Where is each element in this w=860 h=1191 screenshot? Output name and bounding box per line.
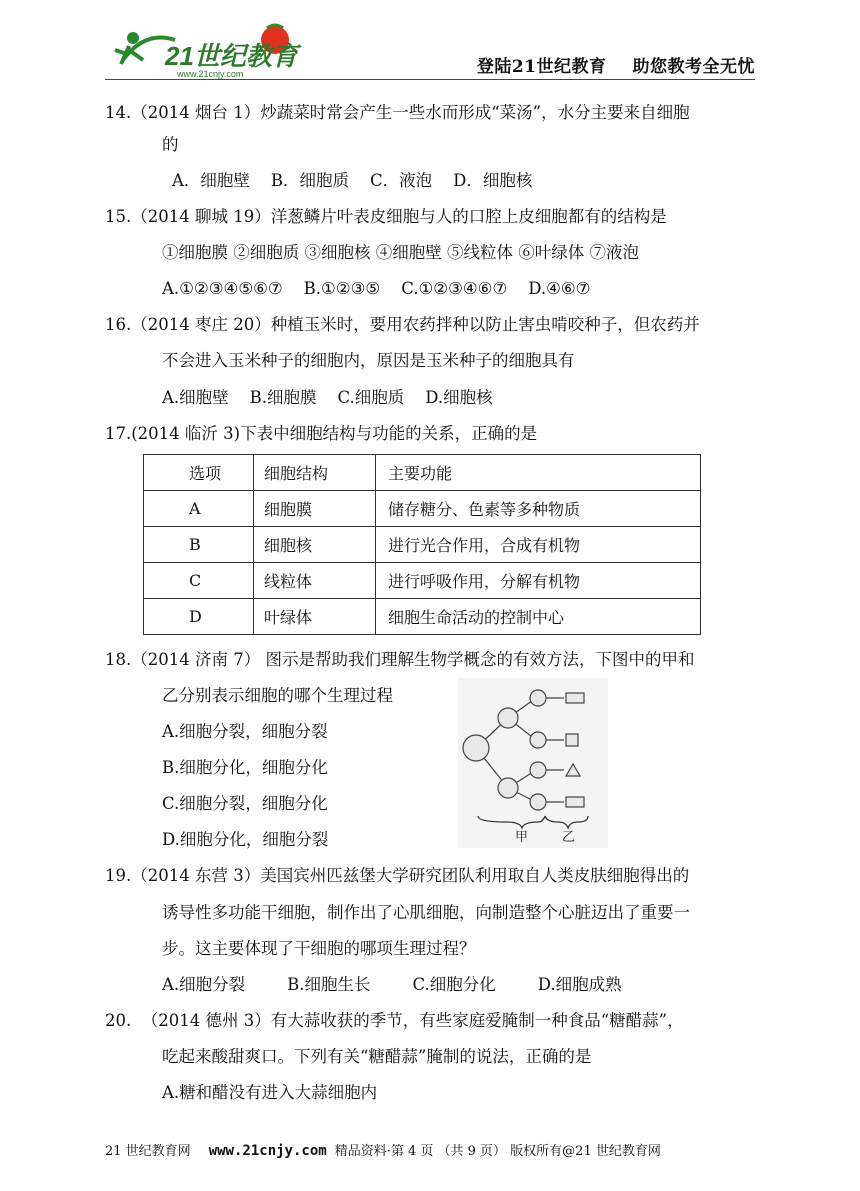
table-row	[144, 491, 701, 527]
cell	[530, 794, 546, 810]
page-footer	[105, 1140, 661, 1159]
header-slogan	[451, 52, 755, 77]
differentiated-cell	[566, 734, 578, 746]
q17-stem: 17.(2014 临沂 3)下表中细胞结构与功能的关系，正确的是	[105, 424, 538, 443]
q15-stem-line1: 15.（2014 聊城 19）洋葱鳞片叶表皮细胞与人的口腔上皮细胞都有的结构是	[105, 207, 667, 226]
slogan-login: 登陆21世纪教育	[476, 57, 607, 77]
table-cell: 线粒体	[254, 563, 376, 599]
q19-stem-line1: 19.（2014 东营 3）美国宾州匹兹堡大学研究团队利用取自人类皮肤细胞得出的	[105, 866, 690, 885]
q18-option-d: D.细胞分化，细胞分裂	[162, 830, 329, 849]
q19-options: A.细胞分裂 B.细胞生长 C.细胞分化 D.细胞成熟	[162, 975, 622, 994]
daughter-cell	[498, 778, 518, 798]
q14-options: A．细胞壁 B．细胞质 C．液泡 D．细胞核	[172, 171, 533, 190]
table-header-cell: 选项	[144, 455, 254, 491]
q18-option-b: B.细胞分化，细胞分化	[162, 758, 328, 777]
page-header	[105, 20, 755, 82]
q16-stem-line2: 不会进入玉米种子的细胞内，原因是玉米种子的细胞具有	[162, 351, 575, 370]
q15-structures: ①细胞膜 ②细胞质 ③细胞核 ④细胞壁 ⑤线粒体 ⑥叶绿体 ⑦液泡	[162, 243, 639, 262]
table-cell: 进行呼吸作用，分解有机物	[376, 563, 701, 599]
table-cell: 储存糖分、色素等多种物质	[376, 491, 701, 527]
footer-site: 21 世纪教育网	[105, 1144, 191, 1159]
q19-stem-line3: 步。这主要体现了干细胞的哪项生理过程？	[162, 939, 476, 958]
table-cell: 叶绿体	[254, 599, 376, 635]
q14-stem-line2: 的	[162, 135, 179, 154]
label-yi: 乙	[562, 830, 576, 845]
site-logo	[105, 20, 305, 80]
table-cell: B	[144, 527, 254, 563]
table-header-cell: 细胞结构	[254, 455, 376, 491]
q18-stem-line1: 18.（2014 济南 7） 图示是帮助我们理解生物学概念的有效方法，下图中的甲和	[105, 650, 695, 669]
q18-stem-line2: 乙分别表示细胞的哪个生理过程	[162, 686, 393, 705]
table-header-row	[144, 455, 701, 491]
label-jia: 甲	[515, 830, 529, 845]
table-row	[144, 563, 701, 599]
table-cell: 细胞膜	[254, 491, 376, 527]
daughter-cell	[498, 708, 518, 728]
footer-url[interactable]: www.21cnjy.com	[208, 1143, 327, 1159]
q16-options: A.细胞壁 B.细胞膜 C.细胞质 D.细胞核	[162, 388, 493, 407]
cell-process-diagram	[458, 678, 608, 848]
q16-stem-line1: 16.（2014 枣庄 20）种植玉米时，要用农药拌种以防止害虫啃咬种子，但农药并	[105, 315, 700, 334]
cell	[530, 732, 546, 748]
cell	[530, 690, 546, 706]
q14-stem-line1: 14.（2014 烟台 1）炒蔬菜时常会产生一些水而形成“菜汤”，水分主要来自细胞	[105, 103, 690, 122]
svg-text:www.21cnjy.com: www.21cnjy.com	[177, 69, 244, 79]
table-cell: 细胞生命活动的控制中心	[376, 599, 701, 635]
differentiated-cell	[566, 693, 584, 703]
q20-stem-line1: 20. （2014 德州 3）有大蒜收获的季节，有些家庭爱腌制一种食品“糖醋蒜”，	[105, 1011, 684, 1030]
q17-table	[143, 454, 701, 635]
mother-cell	[463, 735, 489, 761]
table-cell: A	[144, 491, 254, 527]
q20-stem-line2: 吃起来酸甜爽口。下列有关“糖醋蒜”腌制的说法，正确的是	[162, 1047, 592, 1066]
q18-option-c: C.细胞分裂，细胞分化	[162, 794, 328, 813]
svg-text:21世纪教育: 21世纪教育	[165, 41, 298, 71]
table-row	[144, 599, 701, 635]
table-header-cell: 主要功能	[376, 455, 701, 491]
q20-option-a: A.糖和醋没有进入大蒜细胞内	[162, 1083, 378, 1102]
cell	[530, 762, 546, 778]
table-cell: C	[144, 563, 254, 599]
slogan-help: 助您教考全无忧	[632, 57, 755, 77]
q15-options: A.①②③④⑤⑥⑦ B.①②③⑤ C.①②③④⑥⑦ D.④⑥⑦	[162, 279, 591, 298]
differentiated-cell	[566, 797, 584, 807]
table-row	[144, 527, 701, 563]
q18-option-a: A.细胞分裂，细胞分裂	[162, 722, 328, 741]
q19-stem-line2: 诱导性多功能干细胞，制作出了心肌细胞，向制造整个心脏迈出了重要一	[162, 903, 690, 922]
footer-info: 精品资料·第 4 页 （共 9 页） 版权所有@21 世纪教育网	[334, 1144, 661, 1159]
table-cell: D	[144, 599, 254, 635]
table-cell: 进行光合作用，合成有机物	[376, 527, 701, 563]
table-cell: 细胞核	[254, 527, 376, 563]
header-divider	[105, 79, 755, 80]
